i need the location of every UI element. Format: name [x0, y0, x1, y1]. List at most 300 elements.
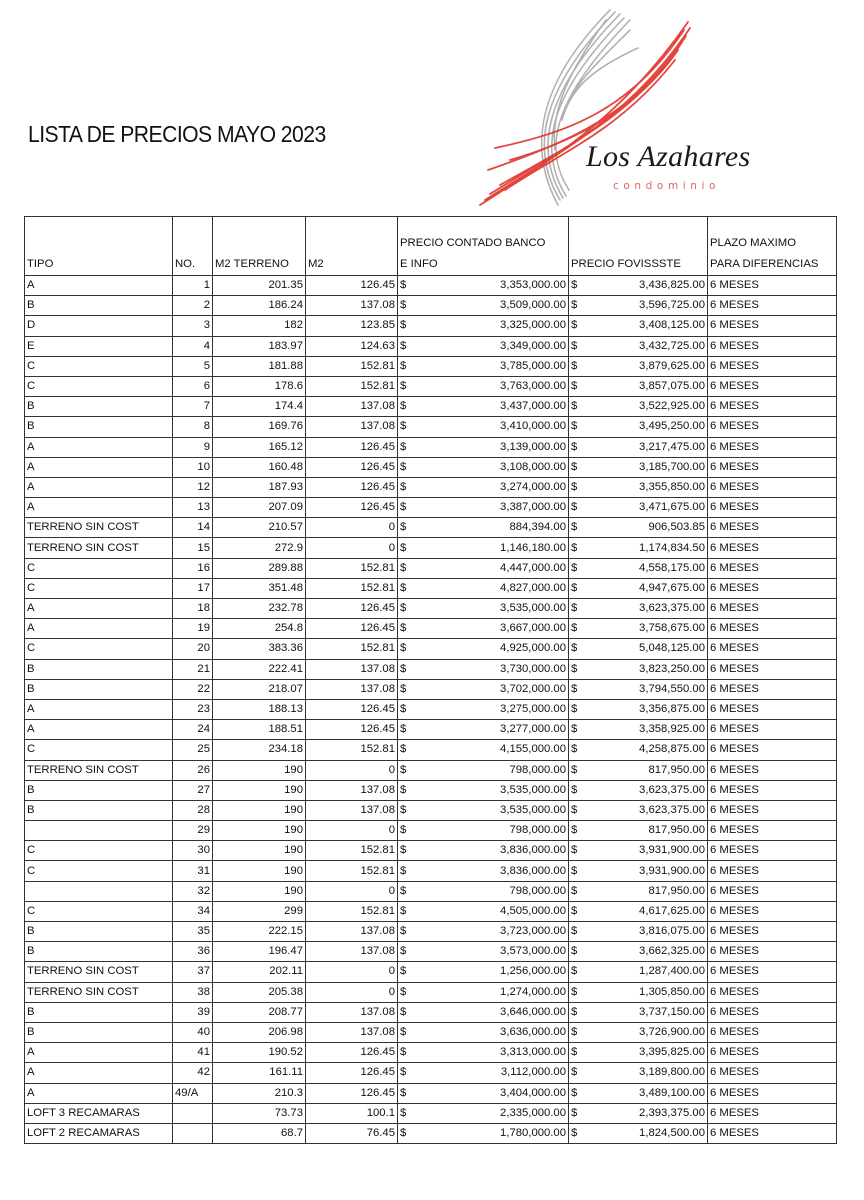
- cell-precio-contado: [398, 982, 569, 1002]
- cell-plazo: 6 MESES: [708, 1063, 837, 1083]
- cell-m2: 152.81: [306, 861, 398, 881]
- amount: 4,925,000.00: [500, 642, 566, 655]
- table-row: [25, 942, 837, 962]
- table-row: [25, 881, 837, 901]
- cell-precio-contado: [398, 558, 569, 578]
- currency-symbol: $: [400, 803, 407, 816]
- cell-m2: 126.45: [306, 457, 398, 477]
- cell-no: 35: [173, 922, 213, 942]
- currency-symbol: $: [571, 884, 578, 897]
- table-row: [25, 538, 837, 558]
- currency-symbol: $: [571, 1046, 578, 1059]
- currency-symbol: $: [400, 662, 407, 675]
- cell-precio-fovissste: [569, 316, 708, 336]
- cell-tipo: A: [25, 599, 173, 619]
- cell-plazo: 6 MESES: [708, 780, 837, 800]
- currency-symbol: $: [400, 763, 407, 776]
- cell-no: 34: [173, 901, 213, 921]
- table-row: [25, 437, 837, 457]
- currency-symbol: $: [571, 783, 578, 796]
- currency-symbol: $: [400, 1046, 407, 1059]
- amount: 3,274,000.00: [500, 480, 566, 493]
- cell-precio-fovissste: [569, 417, 708, 437]
- table-row: [25, 1123, 837, 1143]
- amount: 3,358,925.00: [639, 723, 705, 736]
- cell-tipo: A: [25, 1083, 173, 1103]
- cell-precio-fovissste: [569, 437, 708, 457]
- cell-m2-terreno: 190: [213, 800, 306, 820]
- cell-m2: 126.45: [306, 619, 398, 639]
- amount: 3,931,900.00: [639, 864, 705, 877]
- cell-tipo: C: [25, 558, 173, 578]
- table-row: [25, 457, 837, 477]
- amount: 4,155,000.00: [500, 743, 566, 756]
- cell-tipo: LOFT 3 RECAMARAS: [25, 1103, 173, 1123]
- cell-m2: 126.45: [306, 1063, 398, 1083]
- cell-m2: 137.08: [306, 679, 398, 699]
- cell-precio-contado: [398, 336, 569, 356]
- cell-precio-contado: [398, 498, 569, 518]
- currency-symbol: $: [571, 501, 578, 514]
- cell-m2-terreno: 232.78: [213, 599, 306, 619]
- cell-precio-fovissste: [569, 720, 708, 740]
- cell-precio-fovissste: [569, 740, 708, 760]
- table-row: [25, 619, 837, 639]
- header-plazo: [708, 217, 837, 276]
- amount: 3,662,325.00: [639, 945, 705, 958]
- cell-plazo: 6 MESES: [708, 720, 837, 740]
- amount: 5,048,125.00: [639, 642, 705, 655]
- amount: 2,335,000.00: [500, 1106, 566, 1119]
- header-plazo-line2: PARA DIFERENCIAS: [710, 258, 819, 270]
- cell-tipo: A: [25, 619, 173, 639]
- currency-symbol: $: [571, 541, 578, 554]
- cell-m2: 126.45: [306, 437, 398, 457]
- currency-symbol: $: [400, 985, 407, 998]
- cell-m2-terreno: 188.51: [213, 720, 306, 740]
- amount: 3,535,000.00: [500, 602, 566, 615]
- logo-name: Los Azahares: [586, 140, 751, 173]
- currency-symbol: $: [400, 642, 407, 655]
- currency-symbol: $: [400, 521, 407, 534]
- cell-precio-contado: [398, 538, 569, 558]
- cell-plazo: 6 MESES: [708, 397, 837, 417]
- amount: 3,217,475.00: [639, 440, 705, 453]
- table-row: [25, 417, 837, 437]
- cell-no: 21: [173, 659, 213, 679]
- currency-symbol: $: [400, 844, 407, 857]
- currency-symbol: $: [571, 1086, 578, 1099]
- cell-precio-contado: [398, 639, 569, 659]
- cell-tipo: B: [25, 659, 173, 679]
- cell-precio-fovissste: [569, 800, 708, 820]
- cell-tipo: C: [25, 901, 173, 921]
- cell-m2: 0: [306, 518, 398, 538]
- currency-symbol: $: [400, 440, 407, 453]
- cell-plazo: 6 MESES: [708, 841, 837, 861]
- cell-plazo: 6 MESES: [708, 699, 837, 719]
- table-row: [25, 821, 837, 841]
- amount: 3,356,875.00: [639, 703, 705, 716]
- table-row: [25, 679, 837, 699]
- cell-precio-contado: [398, 821, 569, 841]
- cell-tipo: LOFT 2 RECAMARAS: [25, 1123, 173, 1143]
- cell-no: [173, 1123, 213, 1143]
- cell-m2-terreno: 190: [213, 821, 306, 841]
- amount: 3,596,725.00: [639, 299, 705, 312]
- currency-symbol: $: [400, 884, 407, 897]
- amount: 3,730,000.00: [500, 662, 566, 675]
- cell-precio-fovissste: [569, 780, 708, 800]
- cell-no: 17: [173, 578, 213, 598]
- cell-precio-fovissste: [569, 457, 708, 477]
- cell-m2: 126.45: [306, 1083, 398, 1103]
- amount: 3,404,000.00: [500, 1086, 566, 1099]
- amount: 3,726,900.00: [639, 1026, 705, 1039]
- table-row: [25, 599, 837, 619]
- cell-plazo: 6 MESES: [708, 538, 837, 558]
- cell-plazo: 6 MESES: [708, 356, 837, 376]
- cell-plazo: 6 MESES: [708, 417, 837, 437]
- cell-precio-fovissste: [569, 699, 708, 719]
- amount: 3,108,000.00: [500, 460, 566, 473]
- cell-tipo: A: [25, 1043, 173, 1063]
- amount: 1,305,850.00: [639, 985, 705, 998]
- cell-m2-terreno: 188.13: [213, 699, 306, 719]
- cell-precio-contado: [398, 356, 569, 376]
- table-row: [25, 518, 837, 538]
- amount: 3,277,000.00: [500, 723, 566, 736]
- amount: 4,447,000.00: [500, 561, 566, 574]
- amount: 4,947,675.00: [639, 581, 705, 594]
- cell-m2: 0: [306, 760, 398, 780]
- cell-no: 13: [173, 498, 213, 518]
- currency-symbol: $: [571, 480, 578, 493]
- cell-plazo: 6 MESES: [708, 821, 837, 841]
- cell-tipo: B: [25, 1002, 173, 1022]
- cell-plazo: 6 MESES: [708, 1002, 837, 1022]
- cell-no: 19: [173, 619, 213, 639]
- cell-precio-fovissste: [569, 498, 708, 518]
- cell-precio-fovissste: [569, 356, 708, 376]
- cell-m2-terreno: 174.4: [213, 397, 306, 417]
- currency-symbol: $: [400, 541, 407, 554]
- cell-plazo: 6 MESES: [708, 982, 837, 1002]
- cell-precio-fovissste: [569, 639, 708, 659]
- cell-precio-fovissste: [569, 578, 708, 598]
- cell-plazo: 6 MESES: [708, 599, 837, 619]
- currency-symbol: $: [400, 1086, 407, 1099]
- cell-precio-fovissste: [569, 397, 708, 417]
- amount: 3,471,675.00: [639, 501, 705, 514]
- cell-m2-terreno: 190: [213, 760, 306, 780]
- cell-m2-terreno: 289.88: [213, 558, 306, 578]
- amount: 3,836,000.00: [500, 844, 566, 857]
- cell-precio-contado: [398, 619, 569, 639]
- cell-precio-fovissste: [569, 901, 708, 921]
- table-row: [25, 356, 837, 376]
- cell-m2: 0: [306, 881, 398, 901]
- currency-symbol: $: [400, 279, 407, 292]
- cell-tipo: TERRENO SIN COST: [25, 518, 173, 538]
- cell-m2: 152.81: [306, 740, 398, 760]
- cell-precio-fovissste: [569, 1002, 708, 1022]
- cell-precio-fovissste: [569, 1022, 708, 1042]
- cell-m2: 123.85: [306, 316, 398, 336]
- amount: 3,387,000.00: [500, 501, 566, 514]
- cell-precio-fovissste: [569, 558, 708, 578]
- currency-symbol: $: [571, 925, 578, 938]
- amount: 3,702,000.00: [500, 682, 566, 695]
- amount: 3,535,000.00: [500, 803, 566, 816]
- cell-no: 8: [173, 417, 213, 437]
- cell-tipo: C: [25, 578, 173, 598]
- cell-tipo: B: [25, 296, 173, 316]
- cell-precio-contado: [398, 316, 569, 336]
- cell-m2-terreno: 182: [213, 316, 306, 336]
- cell-m2-terreno: 196.47: [213, 942, 306, 962]
- cell-m2: 137.08: [306, 397, 398, 417]
- cell-m2: 152.81: [306, 901, 398, 921]
- currency-symbol: $: [571, 703, 578, 716]
- currency-symbol: $: [400, 400, 407, 413]
- currency-symbol: $: [400, 925, 407, 938]
- currency-symbol: $: [400, 1066, 407, 1079]
- amount: 3,189,800.00: [639, 1066, 705, 1079]
- cell-precio-fovissste: [569, 1103, 708, 1123]
- amount: 4,827,000.00: [500, 581, 566, 594]
- cell-m2-terreno: 208.77: [213, 1002, 306, 1022]
- currency-symbol: $: [571, 945, 578, 958]
- table-row: [25, 1103, 837, 1123]
- amount: 3,522,925.00: [639, 400, 705, 413]
- cell-tipo: A: [25, 276, 173, 296]
- logo-subtitle: condominio: [613, 180, 721, 192]
- amount: 884,394.00: [509, 521, 566, 534]
- cell-tipo: B: [25, 397, 173, 417]
- cell-m2-terreno: 202.11: [213, 962, 306, 982]
- cell-precio-contado: [398, 437, 569, 457]
- cell-no: 1: [173, 276, 213, 296]
- cell-no: 37: [173, 962, 213, 982]
- cell-m2: 0: [306, 982, 398, 1002]
- cell-no: [173, 1103, 213, 1123]
- cell-plazo: 6 MESES: [708, 901, 837, 921]
- table-row: [25, 962, 837, 982]
- cell-plazo: 6 MESES: [708, 800, 837, 820]
- cell-m2-terreno: 254.8: [213, 619, 306, 639]
- cell-m2: 100.1: [306, 1103, 398, 1123]
- cell-precio-contado: [398, 962, 569, 982]
- cell-precio-contado: [398, 861, 569, 881]
- cell-precio-contado: [398, 518, 569, 538]
- cell-precio-fovissste: [569, 336, 708, 356]
- currency-symbol: $: [400, 319, 407, 332]
- currency-symbol: $: [571, 763, 578, 776]
- header-tipo: TIPO: [25, 217, 173, 276]
- cell-tipo: D: [25, 316, 173, 336]
- table-row: [25, 922, 837, 942]
- currency-symbol: $: [571, 299, 578, 312]
- currency-symbol: $: [571, 1026, 578, 1039]
- cell-plazo: 6 MESES: [708, 1022, 837, 1042]
- cell-m2: 137.08: [306, 800, 398, 820]
- table-row: [25, 498, 837, 518]
- cell-precio-contado: [398, 659, 569, 679]
- table-row: [25, 296, 837, 316]
- amount: 3,495,250.00: [639, 420, 705, 433]
- amount: 3,737,150.00: [639, 1005, 705, 1018]
- cell-plazo: 6 MESES: [708, 437, 837, 457]
- header-m2-terreno: M2 TERRENO: [213, 217, 306, 276]
- cell-tipo: TERRENO SIN COST: [25, 962, 173, 982]
- cell-no: 20: [173, 639, 213, 659]
- cell-precio-contado: [398, 276, 569, 296]
- currency-symbol: $: [571, 723, 578, 736]
- cell-plazo: 6 MESES: [708, 760, 837, 780]
- amount: 3,931,900.00: [639, 844, 705, 857]
- currency-symbol: $: [400, 460, 407, 473]
- cell-no: 38: [173, 982, 213, 1002]
- currency-symbol: $: [571, 359, 578, 372]
- currency-symbol: $: [400, 622, 407, 635]
- cell-no: 42: [173, 1063, 213, 1083]
- cell-no: 9: [173, 437, 213, 457]
- cell-no: 16: [173, 558, 213, 578]
- price-table: [24, 216, 837, 1144]
- cell-plazo: 6 MESES: [708, 1043, 837, 1063]
- amount: 3,836,000.00: [500, 864, 566, 877]
- amount: 906,503.85: [648, 521, 705, 534]
- table-row: [25, 639, 837, 659]
- cell-precio-fovissste: [569, 760, 708, 780]
- amount: 3,509,000.00: [500, 299, 566, 312]
- currency-symbol: $: [571, 279, 578, 292]
- amount: 3,667,000.00: [500, 622, 566, 635]
- cell-m2-terreno: 183.97: [213, 336, 306, 356]
- cell-precio-fovissste: [569, 942, 708, 962]
- table-row: [25, 376, 837, 396]
- currency-symbol: $: [571, 824, 578, 837]
- cell-m2-terreno: 205.38: [213, 982, 306, 1002]
- cell-no: 49/A: [173, 1083, 213, 1103]
- cell-m2-terreno: 160.48: [213, 457, 306, 477]
- cell-m2: 137.08: [306, 417, 398, 437]
- table-row: [25, 1063, 837, 1083]
- cell-no: 14: [173, 518, 213, 538]
- cell-tipo: C: [25, 376, 173, 396]
- cell-tipo: [25, 881, 173, 901]
- cell-precio-contado: [398, 699, 569, 719]
- amount: 3,275,000.00: [500, 703, 566, 716]
- cell-precio-contado: [398, 1022, 569, 1042]
- cell-precio-contado: [398, 922, 569, 942]
- amount: 3,636,000.00: [500, 1026, 566, 1039]
- table-row: [25, 336, 837, 356]
- cell-plazo: 6 MESES: [708, 1103, 837, 1123]
- table-row: [25, 699, 837, 719]
- cell-tipo: C: [25, 356, 173, 376]
- table-row: [25, 901, 837, 921]
- cell-precio-fovissste: [569, 1123, 708, 1143]
- table-row: [25, 1022, 837, 1042]
- amount: 817,950.00: [648, 884, 705, 897]
- cell-precio-fovissste: [569, 861, 708, 881]
- currency-symbol: $: [571, 803, 578, 816]
- cell-no: 2: [173, 296, 213, 316]
- amount: 817,950.00: [648, 824, 705, 837]
- cell-m2-terreno: 165.12: [213, 437, 306, 457]
- amount: 3,437,000.00: [500, 400, 566, 413]
- amount: 1,287,400.00: [639, 965, 705, 978]
- cell-m2-terreno: 181.88: [213, 356, 306, 376]
- amount: 3,395,825.00: [639, 1046, 705, 1059]
- cell-precio-contado: [398, 1063, 569, 1083]
- cell-precio-contado: [398, 740, 569, 760]
- cell-no: 31: [173, 861, 213, 881]
- cell-no: 25: [173, 740, 213, 760]
- cell-tipo: E: [25, 336, 173, 356]
- amount: 3,879,625.00: [639, 359, 705, 372]
- currency-symbol: $: [571, 682, 578, 695]
- currency-symbol: $: [571, 642, 578, 655]
- amount: 3,489,100.00: [639, 1086, 705, 1099]
- amount: 3,573,000.00: [500, 945, 566, 958]
- cell-m2-terreno: 234.18: [213, 740, 306, 760]
- currency-symbol: $: [400, 420, 407, 433]
- amount: 1,256,000.00: [500, 965, 566, 978]
- cell-plazo: 6 MESES: [708, 1083, 837, 1103]
- cell-precio-fovissste: [569, 962, 708, 982]
- cell-no: 18: [173, 599, 213, 619]
- cell-m2: 152.81: [306, 376, 398, 396]
- currency-symbol: $: [400, 561, 407, 574]
- document-title: LISTA DE PRECIOS MAYO 2023: [28, 121, 326, 147]
- cell-no: 7: [173, 397, 213, 417]
- amount: 3,349,000.00: [500, 339, 566, 352]
- cell-precio-contado: [398, 376, 569, 396]
- cell-m2: 152.81: [306, 639, 398, 659]
- cell-m2: 126.45: [306, 599, 398, 619]
- cell-plazo: 6 MESES: [708, 558, 837, 578]
- cell-plazo: 6 MESES: [708, 276, 837, 296]
- cell-plazo: 6 MESES: [708, 881, 837, 901]
- amount: 3,325,000.00: [500, 319, 566, 332]
- cell-tipo: A: [25, 437, 173, 457]
- currency-symbol: $: [400, 581, 407, 594]
- amount: 3,785,000.00: [500, 359, 566, 372]
- table-row: [25, 740, 837, 760]
- cell-m2: 126.45: [306, 498, 398, 518]
- amount: 3,353,000.00: [500, 279, 566, 292]
- table-header-row: [25, 217, 837, 276]
- cell-no: 30: [173, 841, 213, 861]
- cell-m2-terreno: 207.09: [213, 498, 306, 518]
- cell-tipo: A: [25, 720, 173, 740]
- amount: 3,763,000.00: [500, 380, 566, 393]
- currency-symbol: $: [571, 904, 578, 917]
- cell-precio-contado: [398, 881, 569, 901]
- cell-no: 41: [173, 1043, 213, 1063]
- cell-m2: 0: [306, 962, 398, 982]
- cell-precio-contado: [398, 578, 569, 598]
- cell-plazo: 6 MESES: [708, 578, 837, 598]
- cell-plazo: 6 MESES: [708, 296, 837, 316]
- cell-precio-contado: [398, 720, 569, 740]
- currency-symbol: $: [400, 501, 407, 514]
- currency-symbol: $: [571, 662, 578, 675]
- cell-m2-terreno: 190: [213, 861, 306, 881]
